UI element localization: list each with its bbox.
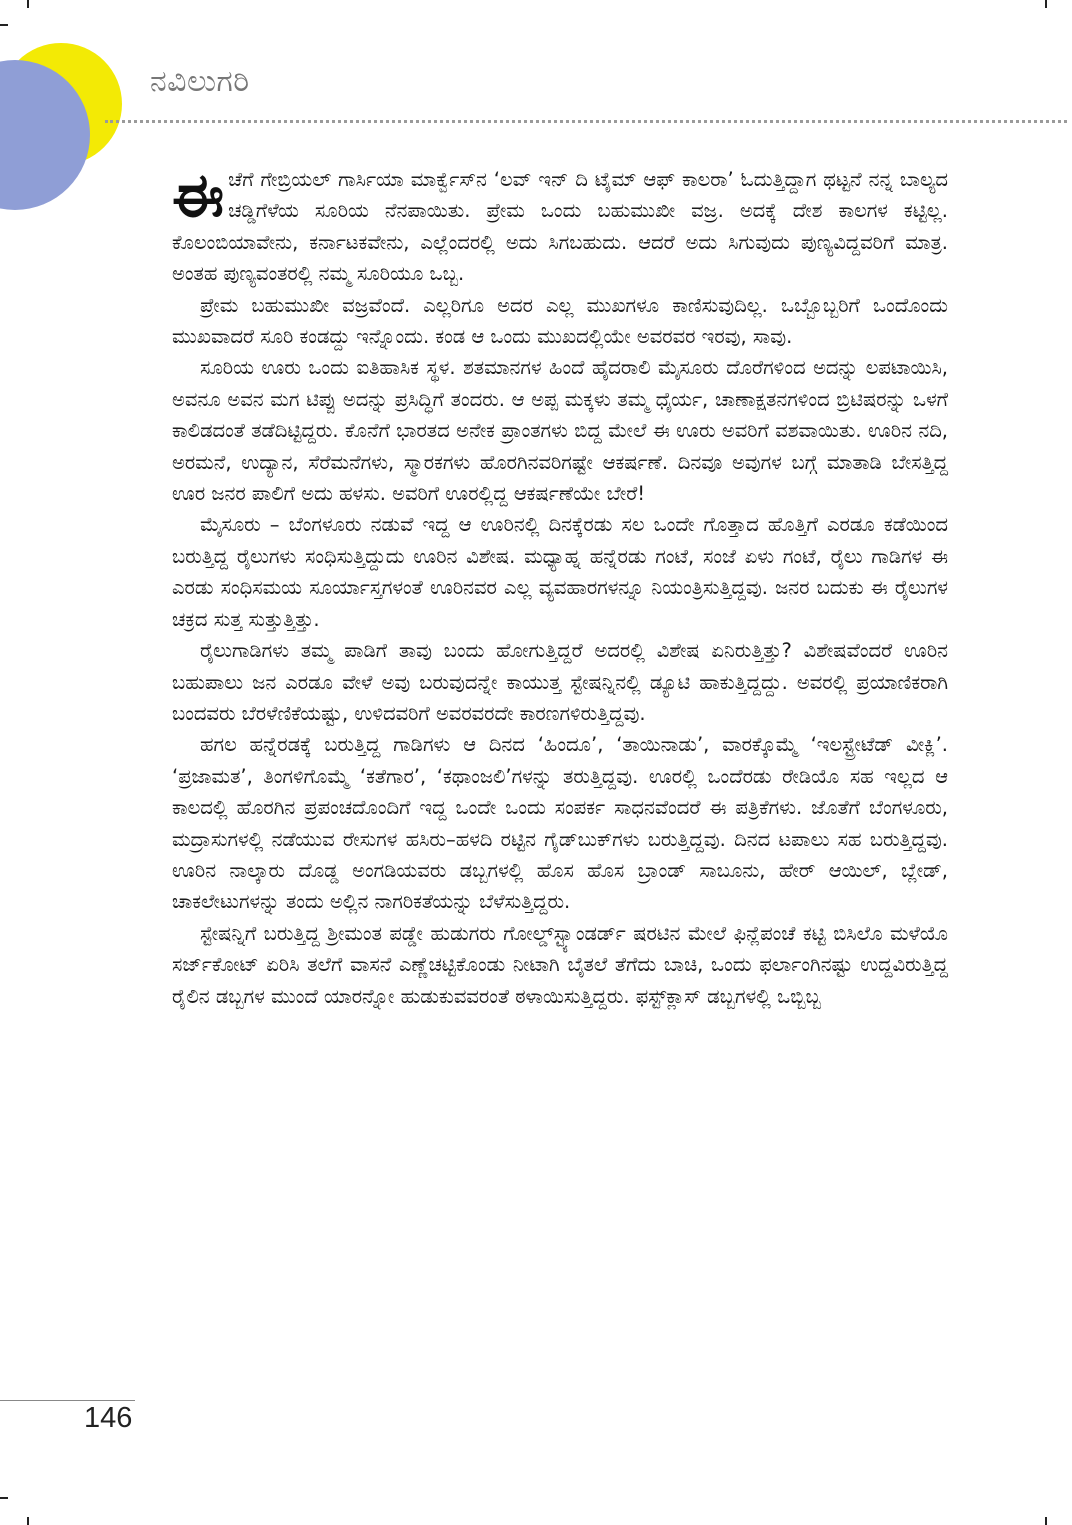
page-number: 146: [84, 1402, 133, 1434]
header-dotted-rule: [105, 120, 1067, 123]
paragraph-2: ಪ್ರೇಮ ಬಹುಮುಖೀ ವಜ್ರವೆಂದೆ. ಎಲ್ಲರಿಗೂ ಅದರ ಎಲ್ಲ ಮುಖಗಳೂ ಕಾಣಿಸುವುದಿಲ್ಲ. ಒಬ್ಬೊಬ್ಬರಿಗೆ ಒಂದೊಂದು ಮುಖವಾದರೆ ಸೂರಿ ಕಂಡದ್ದು ಇನ್ನೊಂದು. ಕಂಡ ಆ ಒಂದು ಮುಖದಲ್ಲಿಯೇ ಅವರವರ ಇರವು, ಸಾವು.: [172, 293, 948, 349]
crop-mark-top-left: [27, 0, 29, 8]
crop-mark-top-right: [1045, 0, 1047, 8]
crop-mark-left-top: [0, 24, 8, 26]
paragraph-4: ಮೈಸೂರು – ಬೆಂಗಳೂರು ನಡುವೆ ಇದ್ದ ಆ ಊರಿನಲ್ಲಿ ದಿನಕ್ಕೆರಡು ಸಲ ಒಂದೇ ಗೊತ್ತಾದ ಹೊತ್ತಿಗೆ ಎರಡೂ ಕಡೆಯಿಂದ ಬರುತ್ತಿದ್ದ ರೈಲುಗಳು ಸಂಧಿಸುತ್ತಿದ್ದುದು ಊರಿನ ವಿಶೇಷ. ಮಧ್ಯಾಹ್ನ ಹನ್ನೆರಡು ಗಂಟೆ, ಸಂಜೆ ಏಳು ಗಂಟೆ, ರೈಲು ಗಾಡಿಗಳ ಈ ಎರಡು ಸಂಧಿಸಮಯ ಸೂರ್ಯಾಸ್ತಗಳಂತೆ ಊರಿನವರ ಎಲ್ಲ ವ್ಯವಹಾರಗಳನ್ನೂ ನಿಯಂತ್ರಿಸುತ್ತಿದ್ದವು. ಜನರ ಬದುಕು ಈ ರೈಲುಗಳ ಚಕ್ರದ ಸುತ್ತ ಸುತ್ತುತ್ತಿತ್ತು.: [172, 513, 948, 631]
running-head-title: ನವಿಲುಗರಿ: [150, 64, 250, 99]
paragraph-6: ಹಗಲ ಹನ್ನೆರಡಕ್ಕೆ ಬರುತ್ತಿದ್ದ ಗಾಡಿಗಳು ಆ ದಿನದ ‘ಹಿಂದೂ’, ‘ತಾಯಿನಾಡು’, ವಾರಕ್ಕೊಮ್ಮೆ ‘ಇಲಸ್ಟ್ರೇಟೆಡ್ ವೀಕ್ಲಿ’. ‘ಪ್ರಜಾಮತ’, ತಿಂಗಳಿಗೊಮ್ಮೆ ‘ಕತೆಗಾರ’, ‘ಕಥಾಂಜಲಿ’ಗಳನ್ನು ತರುತ್ತಿದ್ದವು. ಊರಲ್ಲಿ ಒಂದೆರಡು ರೇಡಿಯೊ ಸಹ ಇಲ್ಲದ ಆ ಕಾಲದಲ್ಲಿ ಹೊರಗಿನ ಪ್ರಪಂಚದೊಂದಿಗೆ ಇದ್ದ ಒಂದೇ ಒಂದು ಸಂಪರ್ಕ ಸಾಧನವೆಂದರೆ ಈ ಪತ್ರಿಕೆಗಳು. ಜೊತೆಗೆ ಬೆಂಗಳೂರು, ಮದ್ರಾಸುಗಳಲ್ಲಿ ನಡೆಯುವ ರೇಸುಗಳ ಹಸಿರು–ಹಳದಿ ರಟ್ಟಿನ ಗೈಡ್‌ಬುಕ್‌ಗಳು ಬರುತ್ತಿದ್ದವು. ದಿನದ ಟಪಾಲು ಸಹ ಬರುತ್ತಿದ್ದವು. ಊರಿನ ನಾಲ್ಕಾರು ದೊಡ್ಡ ಅಂಗಡಿಯವರು ಡಬ್ಬಗಳಲ್ಲಿ ಹೊಸ ಹೊಸ ಬ್ರಾಂಡ್ ಸಾಬೂನು, ಹೇರ್ ಆಯಿಲ್, ಬ್ಲೇಡ್, ಚಾಕಲೇಟುಗಳನ್ನು ತಂದು ಅಲ್ಲಿನ ನಾಗರಿಕತೆಯನ್ನು ಬೆಳೆಸುತ್ತಿದ್ದರು.: [172, 733, 948, 914]
paragraph-5: ರೈಲುಗಾಡಿಗಳು ತಮ್ಮ ಪಾಡಿಗೆ ತಾವು ಬಂದು ಹೋಗುತ್ತಿದ್ದರೆ ಅದರಲ್ಲಿ ವಿಶೇಷ ಏನಿರುತ್ತಿತ್ತು? ವಿಶೇಷವೆಂದರೆ ಊರಿನ ಬಹುಪಾಲು ಜನ ಎರಡೂ ವೇಳೆ ಅವು ಬರುವುದನ್ನೇ ಕಾಯುತ್ತ ಸ್ಟೇಷನ್ನಿನಲ್ಲಿ ಡ್ಯೂಟಿ ಹಾಕುತ್ತಿದ್ದದ್ದು. ಅವರಲ್ಲಿ ಪ್ರಯಾಣಿಕರಾಗಿ ಬಂದವರು ಬೆರಳೆಣಿಕೆಯಷ್ಟು, ಉಳಿದವರಿಗೆ ಅವರವರದೇ ಕಾರಣಗಳಿರುತ್ತಿದ್ದವು.: [172, 639, 948, 725]
article-body: [172, 161, 948, 1012]
paragraph-7: ಸ್ಟೇಷನ್ನಿಗೆ ಬರುತ್ತಿದ್ದ ಶ್ರೀಮಂತ ಪಡ್ಡೇ ಹುಡುಗರು ಗೋಲ್ಡ್‌ಸ್ಟ್ಯಾಂಡರ್ಡ್ ಷರಟಿನ ಮೇಲೆ ಫಿನ್ಲೆಪಂಚೆ ಕಟ್ಟಿ ಬಿಸಿಲೊ ಮಳೆಯೊ ಸರ್ಜ್‌ಕೋಟ್ ಏರಿಸಿ ತಲೆಗೆ ವಾಸನೆ ಎಣ್ಣೆಚಟ್ಟಿಕೊಂಡು ನೀಟಾಗಿ ಬೈತಲೆ ತೆಗೆದು ಬಾಚಿ, ಒಂದು ಫರ್ಲಾಂಗಿನಷ್ಟು ಉದ್ದವಿರುತ್ತಿದ್ದ ರೈಲಿನ ಡಬ್ಬಗಳ ಮುಂದೆ ಯಾರನ್ನೋ ಹುಡುಕುವವರಂತೆ ಠಳಾಯಿಸುತ್ತಿದ್ದರು. ಫಸ್ಟ್‌ಕ್ಲಾಸ್ ಡಬ್ಬಗಳಲ್ಲಿ ಒಬ್ಬಿಬ್ಬ: [172, 921, 948, 1008]
crop-mark-bottom-left: [27, 1517, 29, 1525]
crop-mark-left-bottom: [0, 1497, 8, 1499]
paragraph-1: [172, 161, 948, 290]
footer-rule: [0, 1400, 135, 1401]
crop-mark-bottom-right: [1045, 1517, 1047, 1525]
drop-cap-letter: ಈ: [172, 161, 225, 231]
paragraph-3: ಸೂರಿಯ ಊರು ಒಂದು ಐತಿಹಾಸಿಕ ಸ್ಥಳ. ಶತಮಾನಗಳ ಹಿಂದೆ ಹೈದರಾಲಿ ಮೈಸೂರು ದೊರೆಗಳಿಂದ ಅದನ್ನು ಲಪಟಾಯಿಸಿ, ಅವನೂ ಅವನ ಮಗ ಟಿಪ್ಪು ಅದನ್ನು ಪ್ರಸಿದ್ಧಿಗೆ ತಂದರು. ಆ ಅಪ್ಪ ಮಕ್ಕಳು ತಮ್ಮ ಧೈರ್ಯ, ಚಾಣಾಕ್ಷತನಗಳಿಂದ ಬ್ರಿಟಿಷರನ್ನು ಒಳಗೆ ಕಾಲಿಡದಂತೆ ತಡೆದಿಟ್ಟಿದ್ದರು. ಕೊನೆಗೆ ಭಾರತದ ಅನೇಕ ಪ್ರಾಂತಗಳು ಬಿದ್ದ ಮೇಲೆ ಈ ಊರು ಅವರಿಗೆ ವಶವಾಯಿತು. ಊರಿನ ನದಿ, ಅರಮನೆ, ಉದ್ಯಾನ, ಸೆರೆಮನೆಗಳು, ಸ್ಮಾರಕಗಳು ಹೊರಗಿನವರಿಗಷ್ಟೇ ಆಕರ್ಷಣೆ. ದಿನವೂ ಅವುಗಳ ಬಗ್ಗೆ ಮಾತಾಡಿ ಬೇಸತ್ತಿದ್ದ ಊರ ಜನರ ಪಾಲಿಗೆ ಅದು ಹಳಸು. ಅವರಿಗೆ ಊರಲ್ಲಿದ್ದ ಆಕರ್ಷಣೆಯೇ ಬೇರೆ!: [172, 356, 948, 506]
paragraph-1-text: ಚೆಗೆ ಗೇಬ್ರಿಯಲ್ ಗಾರ್ಸಿಯಾ ಮಾರ್ಕ್ವೆಸ್‌ನ ‘ಲವ್ ಇನ್ ದಿ ಟೈಮ್ ಆಫ್ ಕಾಲರಾ’ ಓದುತ್ತಿದ್ದಾಗ ಥಟ್ಟನೆ ನನ್ನ ಬಾಲ್ಯದ ಚಡ್ಡಿಗೆಳೆಯ ಸೂರಿಯ ನೆನಪಾಯಿತು. ಪ್ರೇಮ ಒಂದು ಬಹುಮುಖೀ ವಜ್ರ. ಅದಕ್ಕೆ ದೇಶ ಕಾಲಗಳ ಕಟ್ಟಿಲ್ಲ. ಕೊಲಂಬಿಯಾವೇನು, ಕರ್ನಾಟಕವೇನು, ಎಲ್ಲೆಂದರಲ್ಲಿ ಅದು ಸಿಗಬಹುದು. ಆದರೆ ಅದು ಸಿಗುವುದು ಪುಣ್ಯವಿದ್ದವರಿಗೆ ಮಾತ್ರ. ಅಂತಹ ಪುಣ್ಯವಂತರಲ್ಲಿ ನಮ್ಮ ಸೂರಿಯೂ ಒಬ್ಬ.: [172, 168, 948, 286]
